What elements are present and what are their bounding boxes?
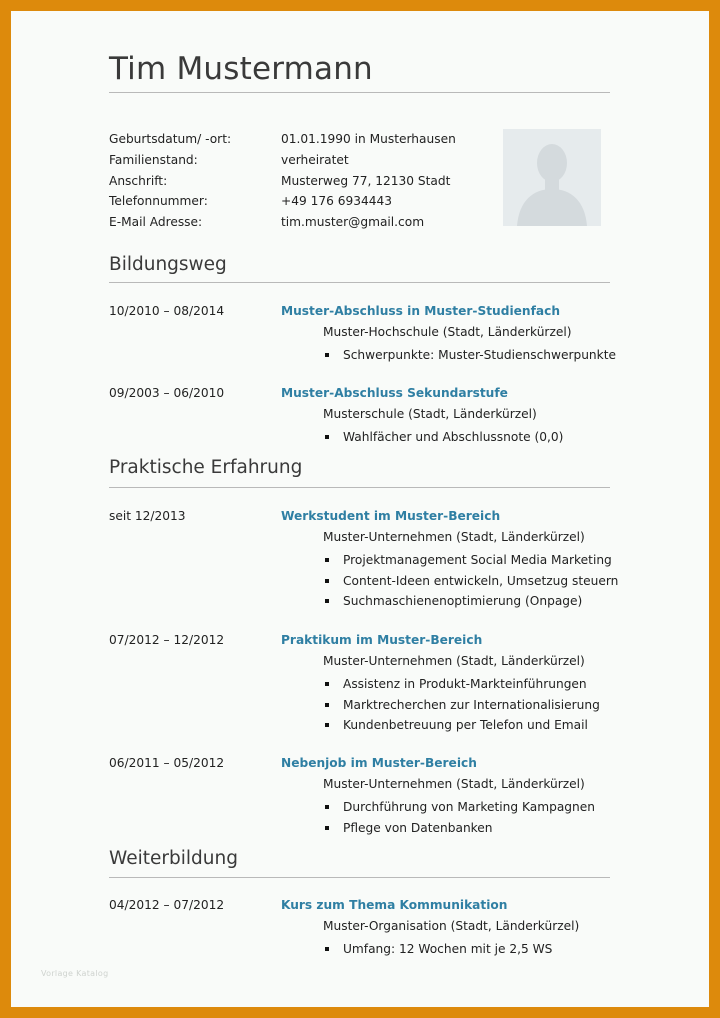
bullet-icon xyxy=(325,599,329,603)
cv-page xyxy=(11,11,709,1007)
entry-bullets xyxy=(323,797,595,838)
divider xyxy=(109,92,610,93)
list-item xyxy=(323,550,618,571)
person-silhouette-icon xyxy=(503,129,601,226)
personal-label: E-Mail Adresse: xyxy=(109,215,203,230)
list-item xyxy=(323,571,618,592)
bullet-icon xyxy=(325,353,329,357)
entry-date: 06/2011 – 05/2012 xyxy=(109,756,225,770)
bullet-icon xyxy=(325,805,329,809)
bullet-icon xyxy=(325,435,329,439)
personal-label: Telefonnummer: xyxy=(109,194,208,209)
entry-date: 07/2012 – 12/2012 xyxy=(109,633,225,647)
personal-label: Geburtsdatum/ -ort: xyxy=(109,132,232,146)
entry-title: Muster-Abschluss Sekundarstufe xyxy=(281,386,508,400)
personal-value: 01.01.1990 in Musterhausen xyxy=(281,132,456,146)
cv-name: Tim Mustermann xyxy=(109,51,373,87)
entry-date: 04/2012 – 07/2012 xyxy=(109,898,225,912)
bullet-icon xyxy=(325,558,329,562)
personal-label: Anschrift: xyxy=(109,173,168,188)
list-item xyxy=(323,674,600,695)
entry-bullets xyxy=(323,550,618,612)
list-item xyxy=(323,591,618,612)
list-item xyxy=(323,345,616,366)
list-item xyxy=(323,695,600,716)
list-item xyxy=(323,818,595,839)
personal-value: Musterweg 77, 12130 Stadt xyxy=(281,173,451,188)
bullet-text: Projektmanagement Social Media Marketing xyxy=(343,553,612,567)
entry-title: Kurs zum Thema Kommunikation xyxy=(281,898,508,912)
entry-institution: Muster-Unternehmen (Stadt, Länderkürzel) xyxy=(323,776,585,791)
entry-date: 10/2010 – 08/2014 xyxy=(109,304,225,318)
entry-institution: Muster-Organisation (Stadt, Länderkürzel) xyxy=(323,918,580,933)
entry-institution: Musterschule (Stadt, Länderkürzel) xyxy=(323,406,537,421)
bullet-text: Wahlfächer und Abschlussnote (0,0) xyxy=(343,430,564,444)
bullet-icon xyxy=(325,947,329,951)
entry-bullets xyxy=(323,427,563,448)
bullet-text: Pflege von Datenbanken xyxy=(343,820,493,835)
personal-value: verheiratet xyxy=(281,152,349,167)
bullet-text: Umfang: 12 Wochen mit je 2,5 WS xyxy=(343,942,553,956)
entry-institution: Muster-Unternehmen (Stadt, Länderkürzel) xyxy=(323,653,585,668)
bullet-icon xyxy=(325,723,329,727)
personal-value: tim.muster@gmail.com xyxy=(281,215,425,230)
personal-label: Familienstand: xyxy=(109,152,198,167)
bullet-text: Assistenz in Produkt-Markteinführungen xyxy=(343,677,587,691)
bullet-text: Marktrecherchen zur Internationalisierung xyxy=(343,697,600,712)
bullet-icon xyxy=(325,682,329,686)
entry-title: Muster-Abschluss in Muster-Studienfach xyxy=(281,304,561,318)
entry-institution: Muster-Unternehmen (Stadt, Länderkürzel) xyxy=(323,529,585,544)
entry-title: Werkstudent im Muster-Bereich xyxy=(281,509,501,523)
profile-photo-placeholder xyxy=(503,129,601,226)
list-item xyxy=(323,715,600,736)
entry-institution: Muster-Hochschule (Stadt, Länderkürzel) xyxy=(323,324,572,339)
personal-value: +49 176 6934443 xyxy=(281,194,393,209)
divider xyxy=(109,282,610,283)
bullet-text: Schwerpunkte: Muster-Studienschwerpunkte xyxy=(343,348,616,362)
bullet-icon xyxy=(325,703,329,707)
bullet-text: Content-Ideen entwickeln, Umsetzug steuern xyxy=(343,573,619,588)
list-item xyxy=(323,427,563,448)
entry-date: 09/2003 – 06/2010 xyxy=(109,386,225,400)
entry-bullets xyxy=(323,674,600,736)
bullet-text: Suchmaschienenoptimierung (Onpage) xyxy=(343,594,583,609)
entry-title: Praktikum im Muster-Bereich xyxy=(281,633,483,647)
divider xyxy=(109,877,610,878)
list-item xyxy=(323,797,595,818)
bullet-icon xyxy=(325,826,329,830)
bullet-text: Durchführung von Marketing Kampagnen xyxy=(343,800,595,814)
watermark: Vorlage Katalog xyxy=(41,969,109,978)
section-title-training: Weiterbildung xyxy=(109,848,238,869)
entry-date: seit 12/2013 xyxy=(109,509,186,523)
entry-title: Nebenjob im Muster-Bereich xyxy=(281,756,477,770)
list-item xyxy=(323,939,552,960)
entry-bullets xyxy=(323,939,552,960)
bullet-text: Kundenbetreuung per Telefon und Email xyxy=(343,718,588,733)
section-title-experience: Praktische Erfahrung xyxy=(109,457,303,478)
entry-bullets xyxy=(323,345,616,366)
section-title-education: Bildungsweg xyxy=(109,254,227,275)
bullet-icon xyxy=(325,579,329,583)
divider xyxy=(109,487,610,488)
